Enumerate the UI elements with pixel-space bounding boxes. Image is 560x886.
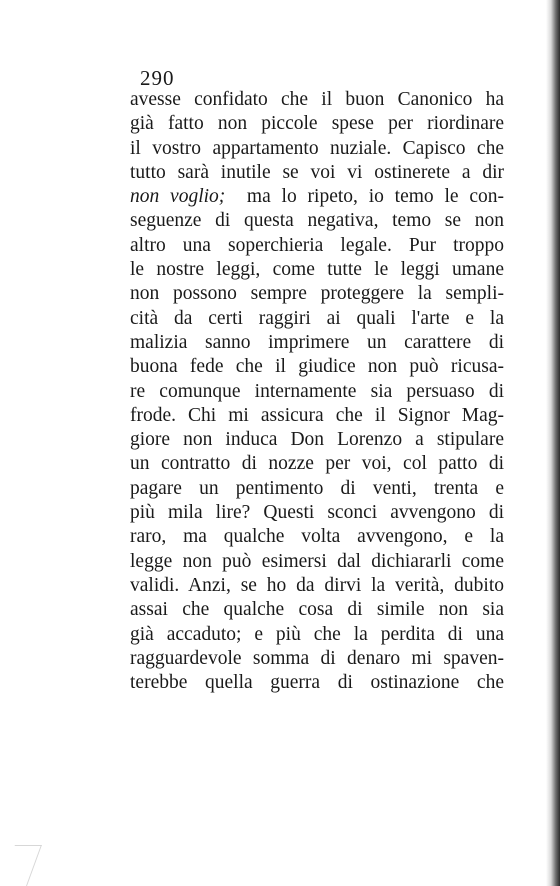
text-line-6: seguenze di questa negativa, temo se non	[130, 210, 504, 232]
text-line-24: ragguardevole somma di denaro mi spaven-	[130, 647, 504, 669]
text-line-3: il vostro appartamento nuziale. Capisco che	[130, 137, 504, 159]
text-line-11: malizia sanno imprimere un carattere di	[130, 331, 504, 353]
text-line-13: re comunque internamente sia persuaso di	[130, 380, 504, 402]
page-corner-mark	[0, 845, 42, 886]
text-line-10: cità da certi raggiri ai quali l'arte e la	[130, 307, 504, 329]
text-line-5	[130, 185, 504, 209]
text-line-21: validi. Anzi, se ho da dirvi la verità, dubito	[130, 574, 504, 596]
text-line-20: legge non può esimersi dal dichiararli come	[130, 550, 504, 572]
text-line-1: avesse confidato che il buon Canonico ha	[130, 89, 504, 110]
text-line-17: pagare un pentimento di venti, trenta e	[130, 477, 504, 499]
page-number: 290	[140, 66, 175, 90]
text-line-22: assai che qualche cosa di simile non sia	[130, 599, 504, 621]
text-line-2: già fatto non piccole spese per riordinare	[130, 113, 504, 135]
text-line-16: un contratto di nozze per voi, col patto di	[130, 453, 504, 475]
text-line-15: giore non induca Don Lorenzo a stipulare	[130, 429, 504, 451]
text-line-7: altro una soperchieria legale. Pur troppo	[130, 234, 504, 256]
text-line-8: le nostre leggi, come tutte le leggi umane	[130, 259, 504, 281]
page-edge-shadow	[546, 0, 560, 886]
text-line-23: già accaduto; e più che la perdita di una	[130, 623, 504, 645]
text-line-18: più mila lire? Questi sconci avvengono di	[130, 502, 504, 524]
text-line-12: buona fede che il giudice non può ricusa-	[130, 356, 504, 378]
text-line-9: non possono sempre proteggere la sempli-	[130, 283, 504, 305]
body-text	[130, 88, 504, 695]
text-line-4: tutto sarà inutile se voi vi ostinerete a dir	[130, 161, 504, 183]
text-line-5-rest: ma lo ripeto, io temo le con-	[246, 186, 505, 208]
text-line-25: terebbe quella guerra di ostinazione che	[130, 672, 504, 694]
italic-phrase: non voglio;	[130, 186, 226, 208]
text-line-14: frode. Chi mi assicura che il Signor Mag-	[130, 404, 504, 426]
text-line-19: raro, ma qualche volta avvengono, e la	[130, 526, 504, 548]
